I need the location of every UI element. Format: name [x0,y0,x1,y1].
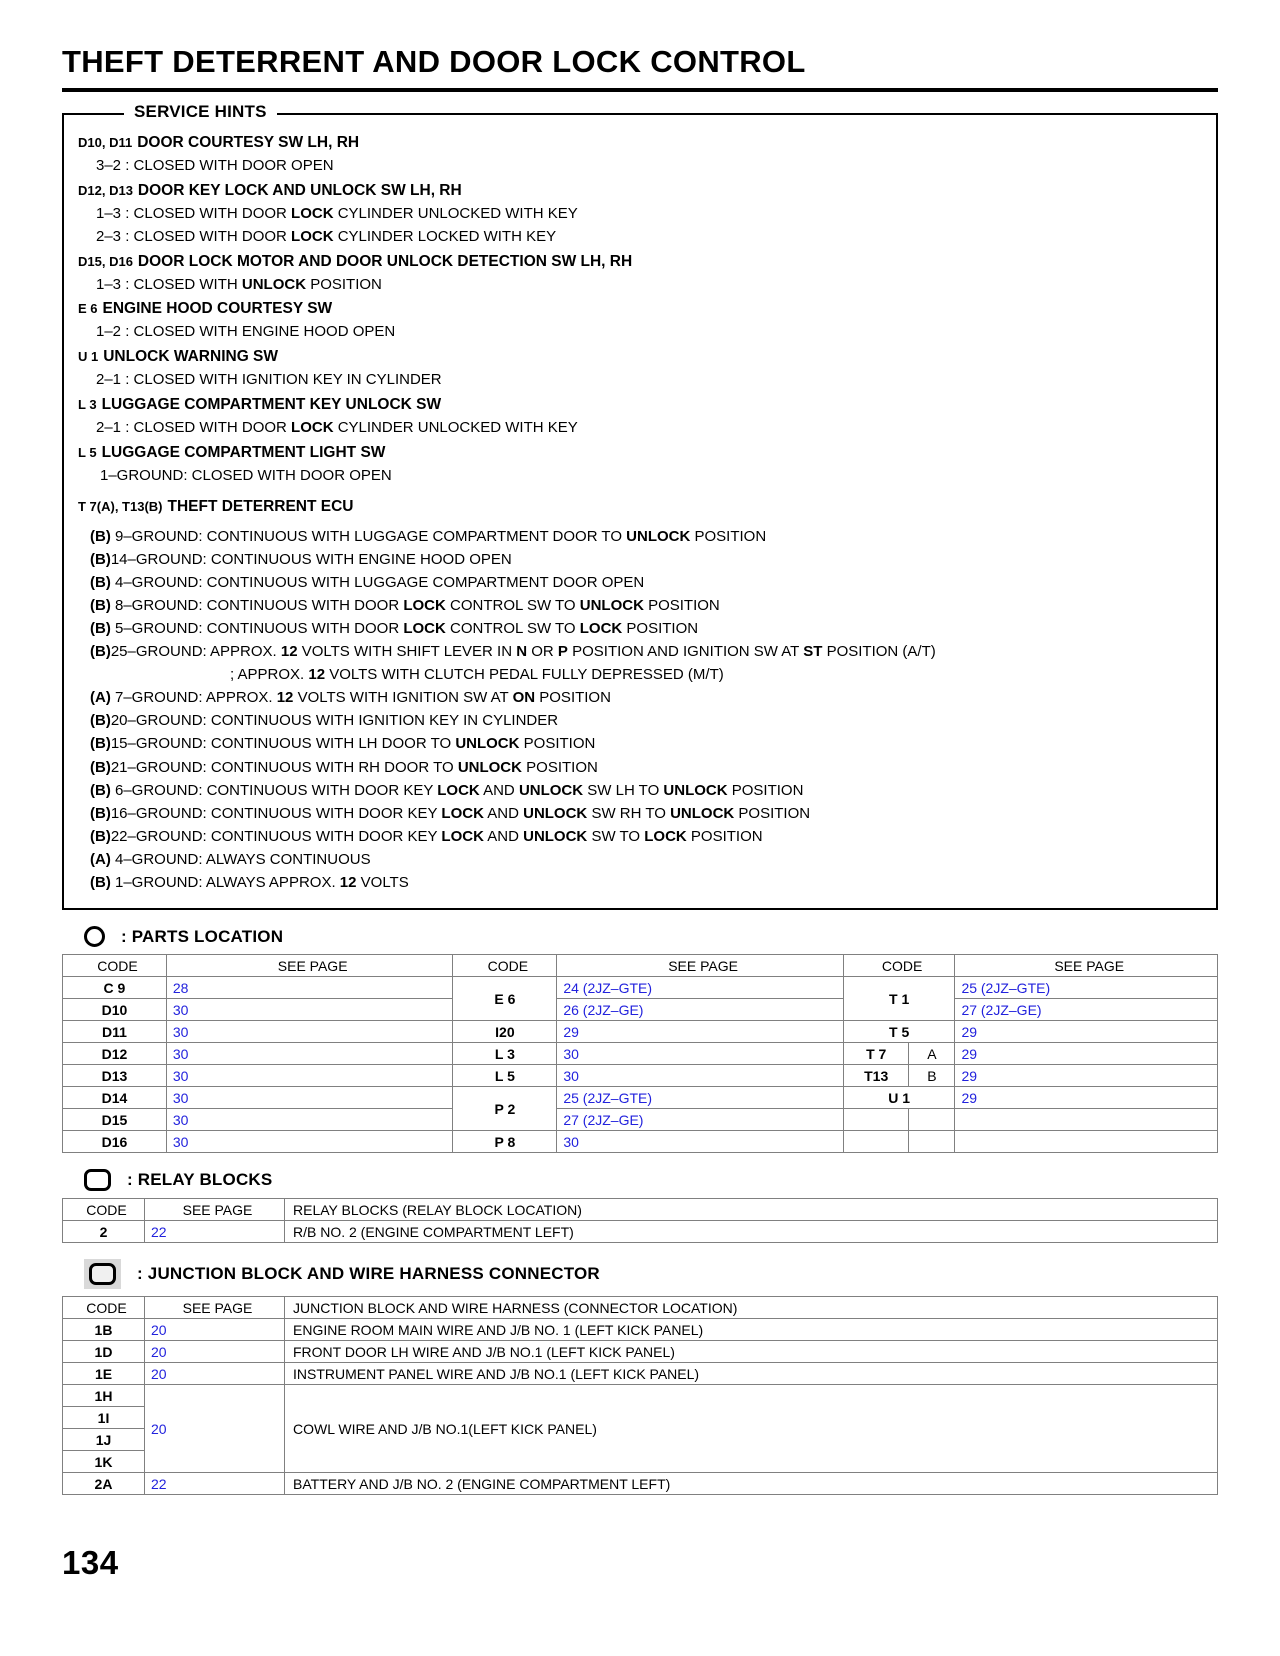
row-description-cell: COWL WIRE AND J/B NO.1(LEFT KICK PANEL) [285,1385,1218,1473]
parts-page-cell[interactable]: 29 [955,1043,1218,1065]
title-divider [62,88,1218,92]
hint-line: 1–3 : CLOSED WITH UNLOCK POSITION [96,275,382,293]
row-code-cell: 1J [63,1429,145,1451]
parts-code-cell: D10 [63,999,167,1021]
hint-group-name: LUGGAGE COMPARTMENT LIGHT SW [101,443,386,461]
parts-code-cell: T 5 [843,1021,955,1043]
parts-header-page-1: SEE PAGE [166,955,453,977]
parts-page-cell[interactable]: 30 [557,1131,844,1153]
row-description-cell: INSTRUMENT PANEL WIRE AND J/B NO.1 (LEFT KICK PANEL) [285,1363,1218,1385]
parts-page-cell[interactable]: 30 [166,1043,453,1065]
hint-group-name: LUGGAGE COMPARTMENT KEY UNLOCK SW [101,395,442,413]
parts-code-cell: T 7 [843,1043,909,1065]
rounded-square-outline-icon [84,1169,111,1191]
parts-code-cell: T13 [843,1065,909,1087]
hint-group-code: D12, D13 [78,182,133,198]
hint-group [78,250,1202,297]
row-code-cell: 1K [63,1451,145,1473]
parts-code-cell: L 5 [453,1065,557,1087]
parts-code-cell: P 8 [453,1131,557,1153]
shaded-rounded-square-icon [84,1259,121,1289]
parts-page-cell[interactable]: 29 [557,1021,844,1043]
hint-group [78,131,1202,178]
row-code-cell: 1D [63,1341,145,1363]
hint-line: 2–1 : CLOSED WITH DOOR LOCK CYLINDER UNLOCKED WITH KEY [96,418,578,436]
hint-group-heading [78,250,1202,274]
parts-page-cell[interactable]: 30 [166,999,453,1021]
parts-empty-cell [843,1131,909,1153]
parts-header-code-2: CODE [453,955,557,977]
row-page-cell[interactable]: 22 [145,1473,285,1495]
table-row [63,999,1218,1021]
ecu-code: T 7(A), T13(B) [78,498,163,514]
hint-group [78,179,1202,249]
parts-code-cell: P 2 [453,1087,557,1131]
parts-page-cell[interactable]: 29 [955,1021,1218,1043]
relay-blocks-label: : RELAY BLOCKS [127,1170,273,1190]
parts-table-body [63,977,1218,1153]
parts-page-cell[interactable]: 30 [166,1087,453,1109]
hint-group-code: L 5 [78,444,97,460]
row-page-cell[interactable]: 20 [145,1341,285,1363]
parts-code-cell: D16 [63,1131,167,1153]
table-row [63,1319,1218,1341]
relay-table-body [63,1221,1218,1243]
row-code-cell: 1E [63,1363,145,1385]
ecu-pin-line: (B) 8–GROUND: CONTINUOUS WITH DOOR LOCK CONTROL SW TO UNLOCK POSITION [90,596,720,614]
parts-page-cell[interactable]: 30 [166,1109,453,1131]
ecu-pin-line: ; APPROX. 12 VOLTS WITH CLUTCH PEDAL FULLY DEPRESSED (M/T) [230,666,724,684]
relay-header-code: CODE [63,1199,145,1221]
hint-group-code: E 6 [78,301,98,317]
parts-code-cell: D14 [63,1087,167,1109]
hint-group [78,297,1202,344]
hint-group-name: UNLOCK WARNING SW [103,348,279,366]
parts-empty-cell [955,1109,1218,1131]
parts-page-cell[interactable]: 30 [557,1065,844,1087]
table-row [63,1473,1218,1495]
parts-page-cell[interactable]: 30 [166,1131,453,1153]
junction-header-description: JUNCTION BLOCK AND WIRE HARNESS (CONNECTOR LOCATION) [285,1297,1218,1319]
row-code-cell: 2 [63,1221,145,1243]
ecu-pin-line: (B) 4–GROUND: CONTINUOUS WITH LUGGAGE COMPARTMENT DOOR OPEN [90,573,645,591]
junction-block-glyph [89,1263,116,1285]
hint-group-code: L 3 [78,396,97,412]
hint-group-name: ENGINE HOOD COURTESY SW [102,300,333,318]
hint-group-heading [78,297,1202,321]
hint-group-name: DOOR LOCK MOTOR AND DOOR UNLOCK DETECTION SW LH, RH [137,252,633,270]
hint-group-heading [78,131,1202,155]
parts-code-cell: U 1 [843,1087,955,1109]
table-row [63,1131,1218,1153]
parts-page-cell[interactable]: 25 (2JZ–GTE) [955,977,1218,999]
table-row [63,1385,1218,1407]
junction-block-table [62,1296,1218,1495]
parts-code-cell: T 1 [843,977,955,1021]
ecu-pin-line: (A) 4–GROUND: ALWAYS CONTINUOUS [90,850,371,868]
row-page-cell[interactable]: 20 [145,1319,285,1341]
hint-line: 2–3 : CLOSED WITH DOOR LOCK CYLINDER LOCKED WITH KEY [96,227,557,245]
parts-table-header-row [63,955,1218,977]
parts-page-cell[interactable]: 29 [955,1065,1218,1087]
parts-page-cell[interactable]: 25 (2JZ–GTE) [557,1087,844,1109]
row-page-cell[interactable]: 22 [145,1221,285,1243]
junction-header-row [63,1297,1218,1319]
table-row [63,1087,1218,1109]
hint-group-heading [78,345,1202,369]
parts-empty-cell [843,1109,909,1131]
parts-location-label: : PARTS LOCATION [121,926,284,946]
service-hints-box [62,113,1218,910]
ecu-heading [78,495,1202,519]
parts-header-page-2: SEE PAGE [557,955,844,977]
hint-line: 1–GROUND: CLOSED WITH DOOR OPEN [100,466,392,484]
hint-line: 3–2 : CLOSED WITH DOOR OPEN [96,157,334,175]
parts-code-cell: I20 [453,1021,557,1043]
ecu-pin-line: (B) 6–GROUND: CONTINUOUS WITH DOOR KEY LOCK AND UNLOCK SW LH TO UNLOCK POSITION [90,781,804,799]
row-page-cell[interactable]: 20 [145,1363,285,1385]
circle-outline-icon [84,926,105,947]
hint-group-name: DOOR KEY LOCK AND UNLOCK SW LH, RH [137,181,462,199]
page-number: 134 [62,1544,119,1581]
parts-code-cell: D13 [63,1065,167,1087]
row-code-cell: 1H [63,1385,145,1407]
parts-code-cell: D12 [63,1043,167,1065]
parts-location-table-wrap [62,954,1218,1153]
parts-page-cell[interactable]: 30 [557,1043,844,1065]
hint-line: 2–1 : CLOSED WITH IGNITION KEY IN CYLINDER [96,371,442,389]
row-description-cell: BATTERY AND J/B NO. 2 (ENGINE COMPARTMENT LEFT) [285,1473,1218,1495]
hint-group-heading [78,441,1202,465]
parts-code-cell: L 3 [453,1043,557,1065]
junction-header-page: SEE PAGE [145,1297,285,1319]
parts-page-cell[interactable]: 29 [955,1087,1218,1109]
junction-block-label: : JUNCTION BLOCK AND WIRE HARNESS CONNECTOR [137,1264,600,1284]
row-page-cell[interactable]: 20 [145,1385,285,1473]
row-description-cell: FRONT DOOR LH WIRE AND J/B NO.1 (LEFT KICK PANEL) [285,1341,1218,1363]
service-hints-legend: SERVICE HINTS [124,102,277,122]
ecu-pin-line: (A) 7–GROUND: APPROX. 12 VOLTS WITH IGNITION SW AT ON POSITION [90,689,611,707]
relay-header-description: RELAY BLOCKS (RELAY BLOCK LOCATION) [285,1199,1218,1221]
relay-header-page: SEE PAGE [145,1199,285,1221]
table-row [63,977,1218,999]
hint-line: 1–3 : CLOSED WITH DOOR LOCK CYLINDER UNLOCKED WITH KEY [96,204,578,222]
parts-page-cell[interactable]: 26 (2JZ–GE) [557,999,844,1021]
ecu-name: THEFT DETERRENT ECU [167,497,354,515]
row-description-cell: ENGINE ROOM MAIN WIRE AND J/B NO. 1 (LEFT KICK PANEL) [285,1319,1218,1341]
parts-header-code-1: CODE [63,955,167,977]
page-title: THEFT DETERRENT AND DOOR LOCK CONTROL [62,44,806,79]
ecu-pin-line: (B)16–GROUND: CONTINUOUS WITH DOOR KEY LOCK AND UNLOCK SW RH TO UNLOCK POSITION [90,804,811,822]
hint-group-code: D15, D16 [78,253,133,269]
parts-page-cell[interactable]: 27 (2JZ–GE) [557,1109,844,1131]
row-code-cell: 2A [63,1473,145,1495]
parts-header-code-3: CODE [843,955,955,977]
hint-line: 1–2 : CLOSED WITH ENGINE HOOD OPEN [96,323,396,341]
table-row [63,1109,1218,1131]
hint-group-heading [78,393,1202,417]
parts-code-cell: C 9 [63,977,167,999]
row-code-cell: 1B [63,1319,145,1341]
parts-code-cell: D11 [63,1021,167,1043]
ecu-pin-line: (B) 9–GROUND: CONTINUOUS WITH LUGGAGE COMPARTMENT DOOR TO UNLOCK POSITION [90,527,767,545]
junction-table-body [63,1319,1218,1495]
hint-group-code: D10, D11 [78,135,133,151]
parts-page-cell[interactable]: 30 [166,1021,453,1043]
parts-location-table [62,954,1218,1153]
hint-group [78,393,1202,440]
ecu-pin-line: (B)14–GROUND: CONTINUOUS WITH ENGINE HOOD OPEN [90,550,512,568]
table-row [63,1363,1218,1385]
hint-group-name: DOOR COURTESY SW LH, RH [137,134,360,152]
parts-page-cell[interactable]: 28 [166,977,453,999]
parts-subcode-cell: A [909,1043,955,1065]
hint-group [78,441,1202,488]
parts-location-heading [62,926,1218,947]
table-row [63,1221,1218,1243]
parts-code-cell: E 6 [453,977,557,1021]
table-row [63,1043,1218,1065]
relay-blocks-heading [62,1169,1218,1191]
hint-group-heading [78,179,1202,203]
ecu-pin-line: (B)25–GROUND: APPROX. 12 VOLTS WITH SHIFT LEVER IN N OR P POSITION AND IGNITION SW AT ST POSITION (A/T) [90,643,936,661]
relay-blocks-table [62,1198,1218,1243]
table-row [63,1341,1218,1363]
parts-page-cell[interactable]: 30 [166,1065,453,1087]
parts-empty-cell [909,1131,955,1153]
relay-header-row [63,1199,1218,1221]
parts-page-cell[interactable]: 27 (2JZ–GE) [955,999,1218,1021]
table-row [63,1065,1218,1087]
ecu-pin-list [78,525,1202,895]
parts-header-page-3: SEE PAGE [955,955,1218,977]
parts-empty-cell [955,1131,1218,1153]
ecu-pin-line: (B) 1–GROUND: ALWAYS APPROX. 12 VOLTS [90,874,409,891]
ecu-pin-line: (B)20–GROUND: CONTINUOUS WITH IGNITION KEY IN CYLINDER [90,712,559,730]
row-description-cell: R/B NO. 2 (ENGINE COMPARTMENT LEFT) [285,1221,1218,1243]
parts-code-cell: D15 [63,1109,167,1131]
hint-group [78,345,1202,392]
ecu-pin-line: (B) 5–GROUND: CONTINUOUS WITH DOOR LOCK CONTROL SW TO LOCK POSITION [90,619,699,637]
row-code-cell: 1I [63,1407,145,1429]
ecu-pin-line: (B)15–GROUND: CONTINUOUS WITH LH DOOR TO UNLOCK POSITION [90,735,596,753]
service-hints-groups [78,131,1202,487]
parts-subcode-cell: B [909,1065,955,1087]
junction-block-heading [62,1259,1218,1289]
ecu-pin-line: (B)21–GROUND: CONTINUOUS WITH RH DOOR TO UNLOCK POSITION [90,758,598,776]
table-row [63,1021,1218,1043]
hint-group-code: U 1 [78,349,99,365]
parts-empty-cell [909,1109,955,1131]
service-hints-section [62,102,1218,910]
parts-page-cell[interactable]: 24 (2JZ–GTE) [557,977,844,999]
junction-header-code: CODE [63,1297,145,1319]
ecu-pin-line: (B)22–GROUND: CONTINUOUS WITH DOOR KEY LOCK AND UNLOCK SW TO LOCK POSITION [90,827,763,845]
